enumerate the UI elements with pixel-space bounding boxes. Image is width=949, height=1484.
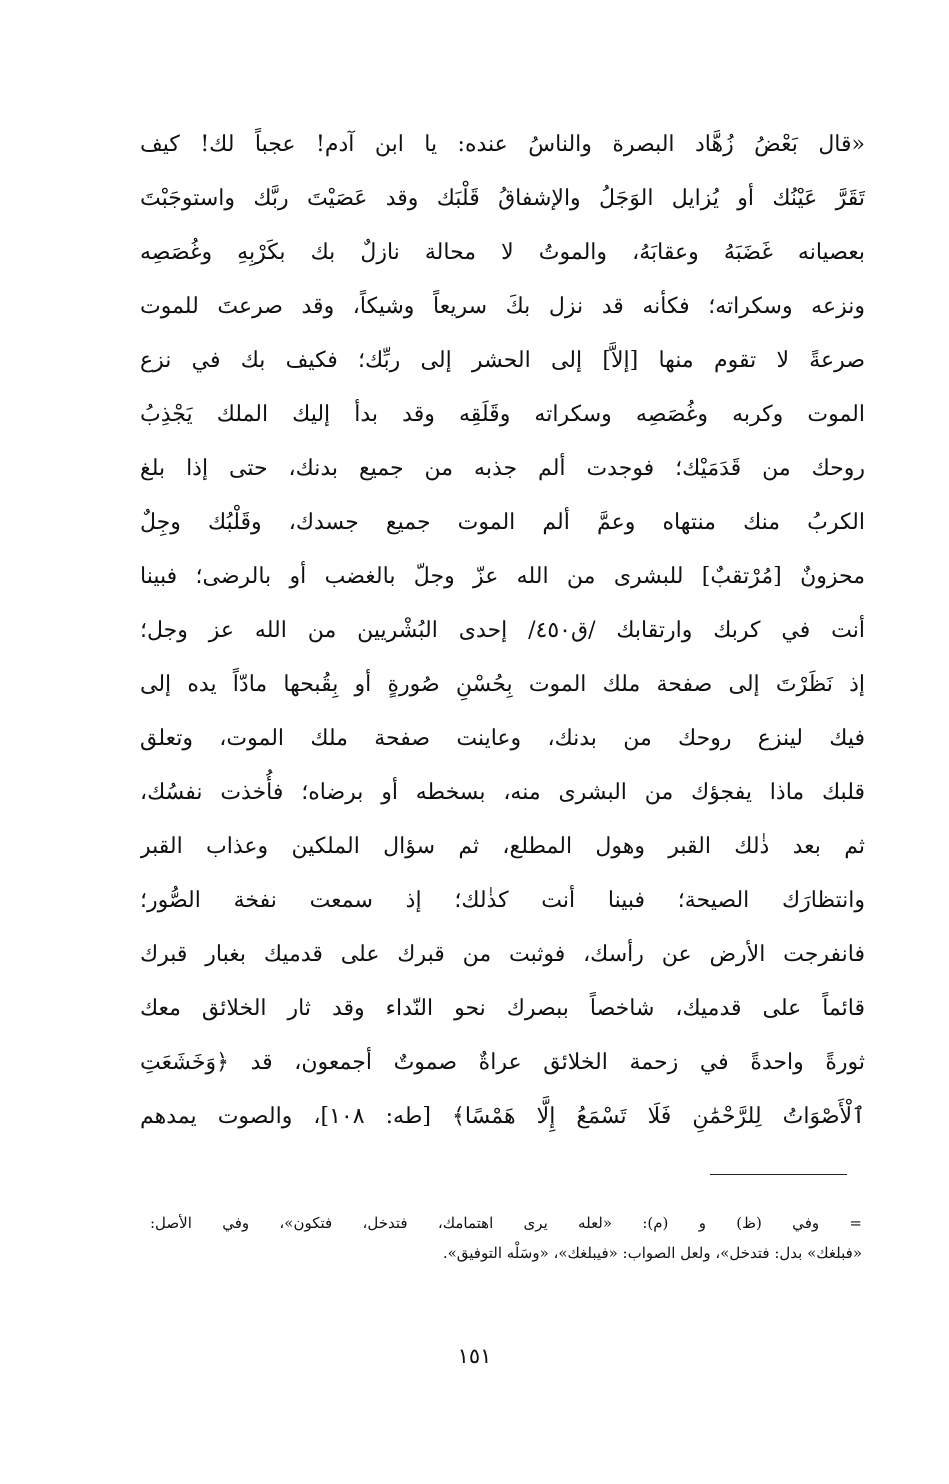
text-line: محزونٌ [مُرْتقبٌ] للبشرى من الله عزّ وجلّ بالغضب أو بالرضى؛ فبينا <box>140 564 865 589</box>
text-line: إذ نَظَرْتَ إلى صفحة ملك الموت بِحُسْنِ صُورةٍ أو بِقُبحها مادّاً يده إلى <box>140 672 865 697</box>
text-line: فانفرجت الأرض عن رأسك، فوثبت من قبرك على قدميك بغبار قبرك <box>140 942 865 967</box>
footnotes <box>150 1208 862 1268</box>
text-line: «قال بَعْضُ زُهَّاد البصرة والناسُ عنده: يا ابن آدم! عجباً لك! كيف <box>140 132 865 157</box>
text-line: أنت في كربك وارتقابك /ق٤٥٠/ إحدى البُشْريين من الله عز وجل؛ <box>140 618 865 643</box>
footnote-divider <box>710 1174 847 1175</box>
footnote-line: «فبلغك» بدل: فتدخل»، ولعل الصواب: «فيبلغك»، «وسَلْه التوفيق». <box>442 1244 862 1262</box>
text-line: قلبك ماذا يفجؤك من البشرى منه، بسخطه أو برضاه؛ فأُخذت نفسُك، <box>140 780 865 805</box>
text-line: قائماً على قدميك، شاخصاً ببصرك نحو النّداء وقد ثار الخلائق معك <box>140 996 865 1021</box>
text-line: وانتظارَك الصيحة؛ فبينا أنت كذٰلك؛ إذ سمعت نفخة الصُّور؛ <box>140 888 865 913</box>
text-line: فيك لينزع روحك من بدنك، وعاينت صفحة ملك الموت، وتعلق <box>140 726 865 751</box>
text-line: ونزعه وسكراته؛ فكأنه قد نزل بكَ سريعاً وشيكاً، وقد صرعتَ للموت <box>140 294 865 319</box>
text-line: روحك من قَدَمَيْك؛ فوجدت ألم جذبه من جميع بدنك، حتى إذا بلغ <box>140 456 865 481</box>
text-line: ٱلْأَصْوَاتُ لِلرَّحْمَٰنِ فَلَا تَسْمَعُ إِلَّا هَمْسًا﴾ [طه: ١٠٨]، والصوت يمدهم <box>140 1104 865 1129</box>
footnote-line: = وفي (ظ) و (م): «لعله يرى اهتمامك، فتدخل، فتكون»، وفي الأصل: <box>150 1214 862 1232</box>
main-text <box>140 118 865 1144</box>
text-line: بعصيانه غَضَبَهُ وعقابَهُ، والموتُ لا محالة نازلٌ بك بكَرْبِهِ وغُصَصِه <box>140 240 865 265</box>
text-line: صرعةً لا تقوم منها [إلاَّ] إلى الحشر إلى ربِّك؛ فكيف بك في نزع <box>140 348 865 373</box>
text-line: ثم بعد ذٰلك القبر وهول المطلع، ثم سؤال الملكين وعذاب القبر <box>140 834 865 859</box>
text-line: الموت وكربه وغُصَصِه وسكراته وقَلَقِه وقد بدأ إليك الملك يَجْذِبُ <box>140 402 865 427</box>
text-line: تَقَرَّ عَيْنُك أو يُزايل الوَجَلُ والإشفاقُ قَلْبَك وقد عَصَيْتَ ربَّك واستوجَبْتَ <box>140 186 865 211</box>
page-number: ١٥١ <box>457 1344 492 1368</box>
text-line: الكربُ منك منتهاه وعمَّ ألم الموت جميع جسدك، وقَلْبُك وجِلٌ <box>140 510 865 535</box>
text-line: ثورةً واحدةً في زحمة الخلائق عراةٌ صموتٌ أجمعون، قد ﴿وَخَشَعَتِ <box>140 1050 865 1075</box>
